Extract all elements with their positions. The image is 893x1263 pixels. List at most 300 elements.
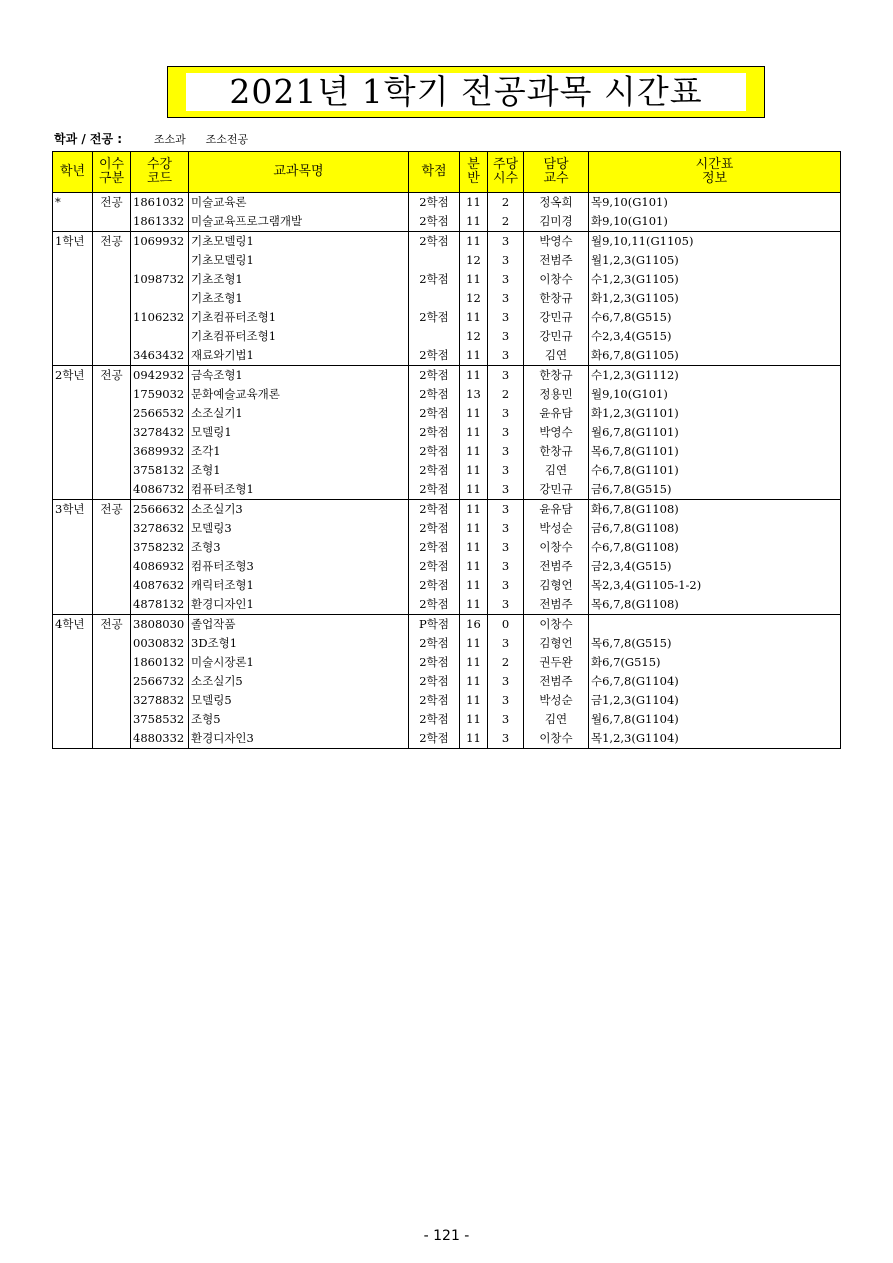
page-number: - 121 - (423, 1228, 470, 1244)
cell-section: 11 (460, 232, 488, 252)
cell-schedule: 목6,7,8(G1108) (589, 595, 841, 615)
header-hours (488, 152, 524, 193)
header-prof-line: 교수 (543, 171, 569, 186)
cell-prof: 이창수 (524, 270, 589, 289)
cell-code: 4086732 (131, 480, 189, 500)
cell-prof: 김연 (524, 710, 589, 729)
cell-code: 3278632 (131, 519, 189, 538)
header-code-line: 코드 (146, 171, 173, 186)
cell-name: 모델링1 (189, 423, 409, 442)
header-hours-line: 주당 (492, 157, 519, 172)
cell-type: 전공 (93, 500, 131, 520)
cell-type (93, 480, 131, 500)
cell-hours: 3 (488, 691, 524, 710)
cell-name: 미술교육프로그램개발 (189, 212, 409, 232)
header-hours-line: 시수 (492, 171, 519, 186)
cell-code: 1106232 (131, 308, 189, 327)
cell-schedule: 월6,7,8(G1101) (589, 423, 841, 442)
cell-section: 11 (460, 557, 488, 576)
header-year (53, 152, 93, 193)
table-row (53, 308, 841, 327)
cell-code: 3278432 (131, 423, 189, 442)
cell-type (93, 672, 131, 691)
timetable (52, 151, 841, 749)
cell-credit: 2학점 (409, 576, 460, 595)
cell-prof: 박영수 (524, 232, 589, 252)
cell-credit: 2학점 (409, 480, 460, 500)
cell-hours: 3 (488, 729, 524, 749)
cell-type: 전공 (93, 193, 131, 213)
cell-type (93, 404, 131, 423)
cell-code: 4878132 (131, 595, 189, 615)
cell-year (53, 480, 93, 500)
cell-code: 2566732 (131, 672, 189, 691)
cell-credit: P학점 (409, 615, 460, 635)
cell-section: 11 (460, 710, 488, 729)
cell-schedule: 금2,3,4(G515) (589, 557, 841, 576)
cell-prof: 박영수 (524, 423, 589, 442)
cell-section: 11 (460, 308, 488, 327)
cell-code: 3758232 (131, 538, 189, 557)
cell-prof: 김형언 (524, 634, 589, 653)
header-name-line: 교과목명 (273, 164, 324, 179)
header-credit (409, 152, 460, 193)
cell-year: 1학년 (53, 232, 93, 252)
cell-type (93, 327, 131, 346)
cell-schedule: 수1,2,3(G1112) (589, 366, 841, 386)
cell-prof: 강민규 (524, 480, 589, 500)
cell-credit: 2학점 (409, 557, 460, 576)
cell-code: 4880332 (131, 729, 189, 749)
table-row (53, 404, 841, 423)
cell-hours: 3 (488, 423, 524, 442)
cell-type: 전공 (93, 366, 131, 386)
cell-hours: 2 (488, 193, 524, 213)
cell-code: 1861332 (131, 212, 189, 232)
cell-year (53, 423, 93, 442)
cell-credit: 2학점 (409, 385, 460, 404)
cell-schedule: 목9,10(G101) (589, 193, 841, 213)
cell-name: 조형3 (189, 538, 409, 557)
cell-credit (409, 251, 460, 270)
cell-name: 금속조형1 (189, 366, 409, 386)
cell-schedule: 수1,2,3(G1105) (589, 270, 841, 289)
cell-schedule: 월9,10,11(G1105) (589, 232, 841, 252)
cell-hours: 3 (488, 404, 524, 423)
cell-schedule: 수6,7,8(G1108) (589, 538, 841, 557)
cell-prof: 전범주 (524, 595, 589, 615)
cell-schedule: 화1,2,3(G1105) (589, 289, 841, 308)
cell-hours: 3 (488, 270, 524, 289)
cell-code: 1069932 (131, 232, 189, 252)
table-row (53, 385, 841, 404)
cell-type (93, 729, 131, 749)
table-row (53, 519, 841, 538)
cell-code: 3758532 (131, 710, 189, 729)
cell-section: 11 (460, 538, 488, 557)
cell-credit: 2학점 (409, 423, 460, 442)
cell-hours: 3 (488, 538, 524, 557)
cell-code (131, 251, 189, 270)
cell-code: 4086932 (131, 557, 189, 576)
cell-schedule: 수2,3,4(G515) (589, 327, 841, 346)
cell-type (93, 538, 131, 557)
cell-hours: 3 (488, 634, 524, 653)
cell-section: 11 (460, 480, 488, 500)
cell-hours: 3 (488, 366, 524, 386)
cell-schedule: 화1,2,3(G1101) (589, 404, 841, 423)
cell-hours: 2 (488, 212, 524, 232)
cell-code: 3689932 (131, 442, 189, 461)
cell-year (53, 461, 93, 480)
cell-credit: 2학점 (409, 193, 460, 213)
cell-section: 13 (460, 385, 488, 404)
cell-type (93, 270, 131, 289)
table-row (53, 634, 841, 653)
table-row (53, 653, 841, 672)
header-schedule-line: 시간표 (695, 157, 734, 172)
cell-name: 기초모델링1 (189, 232, 409, 252)
cell-year (53, 346, 93, 366)
cell-year (53, 710, 93, 729)
cell-name: 소조실기1 (189, 404, 409, 423)
table-row (53, 232, 841, 252)
cell-type (93, 519, 131, 538)
cell-year (53, 404, 93, 423)
table-row (53, 557, 841, 576)
department-label: 학과 / 전공 : (54, 132, 123, 146)
cell-hours: 2 (488, 385, 524, 404)
cell-code: 3278832 (131, 691, 189, 710)
cell-prof: 한창규 (524, 366, 589, 386)
cell-section: 11 (460, 729, 488, 749)
header-year-line: 학년 (59, 164, 86, 179)
cell-type (93, 557, 131, 576)
cell-credit: 2학점 (409, 346, 460, 366)
cell-name: 기초조형1 (189, 289, 409, 308)
department-value: 조소과 (153, 133, 186, 146)
cell-year (53, 308, 93, 327)
cell-schedule: 월1,2,3(G1105) (589, 251, 841, 270)
cell-hours: 3 (488, 308, 524, 327)
cell-code: 0030832 (131, 634, 189, 653)
cell-credit: 2학점 (409, 404, 460, 423)
cell-prof: 강민규 (524, 327, 589, 346)
cell-credit: 2학점 (409, 308, 460, 327)
cell-prof: 박성순 (524, 691, 589, 710)
cell-name: 모델링5 (189, 691, 409, 710)
cell-hours: 3 (488, 500, 524, 520)
cell-credit: 2학점 (409, 729, 460, 749)
cell-credit: 2학점 (409, 232, 460, 252)
cell-credit: 2학점 (409, 212, 460, 232)
cell-section: 11 (460, 519, 488, 538)
cell-section: 11 (460, 346, 488, 366)
cell-name: 문화예술교육개론 (189, 385, 409, 404)
cell-schedule: 금6,7,8(G1108) (589, 519, 841, 538)
major-value: 조소전공 (205, 133, 249, 146)
cell-credit: 2학점 (409, 519, 460, 538)
cell-name: 소조실기3 (189, 500, 409, 520)
cell-type (93, 634, 131, 653)
cell-prof: 김연 (524, 346, 589, 366)
table-row (53, 710, 841, 729)
cell-prof: 윤유담 (524, 404, 589, 423)
cell-name: 기초조형1 (189, 270, 409, 289)
cell-code: 1098732 (131, 270, 189, 289)
header-code (131, 152, 189, 193)
header-credit-line: 학점 (421, 164, 447, 179)
cell-name: 졸업작품 (189, 615, 409, 635)
cell-schedule: 수6,7,8(G1104) (589, 672, 841, 691)
cell-type (93, 251, 131, 270)
cell-schedule: 금1,2,3(G1104) (589, 691, 841, 710)
cell-type: 전공 (93, 615, 131, 635)
cell-name: 조형1 (189, 461, 409, 480)
table-row (53, 270, 841, 289)
cell-type: 전공 (93, 232, 131, 252)
cell-section: 12 (460, 327, 488, 346)
cell-prof: 권두완 (524, 653, 589, 672)
header-section (460, 152, 488, 193)
table-row (53, 672, 841, 691)
cell-prof: 김형언 (524, 576, 589, 595)
table-row (53, 327, 841, 346)
cell-schedule: 화6,7,8(G1108) (589, 500, 841, 520)
cell-prof: 박성순 (524, 519, 589, 538)
cell-year (53, 653, 93, 672)
header-type-line: 이수 (98, 157, 125, 172)
header-type (93, 152, 131, 193)
cell-hours: 3 (488, 289, 524, 308)
cell-type (93, 289, 131, 308)
cell-year (53, 538, 93, 557)
cell-year (53, 672, 93, 691)
cell-hours: 2 (488, 653, 524, 672)
cell-schedule: 월9,10(G101) (589, 385, 841, 404)
cell-hours: 3 (488, 576, 524, 595)
cell-section: 11 (460, 461, 488, 480)
cell-type (93, 461, 131, 480)
cell-prof: 정옥희 (524, 193, 589, 213)
cell-section: 11 (460, 500, 488, 520)
cell-code: 3463432 (131, 346, 189, 366)
header-prof-line: 담당 (543, 157, 569, 172)
cell-section: 11 (460, 212, 488, 232)
table-row (53, 193, 841, 213)
cell-hours: 3 (488, 442, 524, 461)
department-line (54, 130, 248, 147)
cell-prof: 김미경 (524, 212, 589, 232)
cell-prof: 이창수 (524, 615, 589, 635)
cell-section: 11 (460, 366, 488, 386)
cell-schedule: 월6,7,8(G1104) (589, 710, 841, 729)
cell-code: 3758132 (131, 461, 189, 480)
title-box (167, 66, 765, 118)
header-schedule-line: 정보 (701, 171, 728, 186)
table-row (53, 366, 841, 386)
cell-schedule: 화6,7,8(G1105) (589, 346, 841, 366)
header-row (53, 152, 841, 193)
cell-section: 11 (460, 576, 488, 595)
cell-code: 1860132 (131, 653, 189, 672)
cell-name: 3D조형1 (189, 634, 409, 653)
cell-year: * (53, 193, 93, 213)
cell-schedule: 수6,7,8(G1101) (589, 461, 841, 480)
cell-section: 11 (460, 423, 488, 442)
cell-section: 11 (460, 653, 488, 672)
cell-year (53, 212, 93, 232)
cell-type (93, 710, 131, 729)
cell-credit: 2학점 (409, 691, 460, 710)
cell-prof: 강민규 (524, 308, 589, 327)
cell-section: 11 (460, 672, 488, 691)
cell-prof: 이창수 (524, 538, 589, 557)
cell-hours: 3 (488, 232, 524, 252)
cell-schedule (589, 615, 841, 635)
cell-schedule: 목6,7,8(G1101) (589, 442, 841, 461)
cell-type (93, 385, 131, 404)
cell-hours: 3 (488, 461, 524, 480)
cell-year (53, 595, 93, 615)
header-schedule (589, 152, 841, 193)
table-row (53, 595, 841, 615)
cell-section: 11 (460, 270, 488, 289)
cell-prof: 한창규 (524, 442, 589, 461)
cell-type (93, 212, 131, 232)
cell-year (53, 691, 93, 710)
cell-code: 4087632 (131, 576, 189, 595)
cell-credit: 2학점 (409, 634, 460, 653)
cell-hours: 3 (488, 710, 524, 729)
table-row (53, 289, 841, 308)
cell-type (93, 346, 131, 366)
cell-type (93, 308, 131, 327)
cell-type (93, 595, 131, 615)
cell-credit (409, 327, 460, 346)
cell-schedule: 수6,7,8(G515) (589, 308, 841, 327)
cell-name: 기초모델링1 (189, 251, 409, 270)
cell-code: 3808030 (131, 615, 189, 635)
header-code-line: 수강 (146, 157, 173, 172)
cell-hours: 3 (488, 251, 524, 270)
page-title: 2021년 1학기 전공과목 시간표 (186, 73, 746, 111)
cell-hours: 3 (488, 346, 524, 366)
cell-prof: 윤유담 (524, 500, 589, 520)
cell-section: 12 (460, 251, 488, 270)
cell-schedule: 목6,7,8(G515) (589, 634, 841, 653)
cell-prof: 전범주 (524, 251, 589, 270)
cell-name: 컴퓨터조형3 (189, 557, 409, 576)
cell-name: 재료와기법1 (189, 346, 409, 366)
cell-name: 조형5 (189, 710, 409, 729)
cell-year: 4학년 (53, 615, 93, 635)
cell-year (53, 270, 93, 289)
cell-credit: 2학점 (409, 270, 460, 289)
cell-credit: 2학점 (409, 710, 460, 729)
cell-hours: 3 (488, 480, 524, 500)
cell-name: 미술시장론1 (189, 653, 409, 672)
cell-section: 16 (460, 615, 488, 635)
cell-prof: 전범주 (524, 557, 589, 576)
header-section-line: 반 (467, 171, 480, 186)
cell-credit: 2학점 (409, 672, 460, 691)
table-row (53, 576, 841, 595)
cell-credit: 2학점 (409, 595, 460, 615)
cell-name: 조각1 (189, 442, 409, 461)
cell-type (93, 691, 131, 710)
cell-year (53, 519, 93, 538)
cell-prof: 김연 (524, 461, 589, 480)
cell-name: 소조실기5 (189, 672, 409, 691)
cell-year (53, 557, 93, 576)
cell-name: 환경디자인3 (189, 729, 409, 749)
table-row (53, 729, 841, 749)
cell-prof: 전범주 (524, 672, 589, 691)
cell-credit: 2학점 (409, 461, 460, 480)
cell-name: 기초컴퓨터조형1 (189, 327, 409, 346)
cell-hours: 3 (488, 327, 524, 346)
cell-code: 2566532 (131, 404, 189, 423)
cell-schedule: 화9,10(G101) (589, 212, 841, 232)
cell-prof: 한창규 (524, 289, 589, 308)
table-row (53, 538, 841, 557)
cell-year (53, 729, 93, 749)
cell-credit (409, 289, 460, 308)
cell-year: 2학년 (53, 366, 93, 386)
header-section-line: 분 (467, 157, 480, 172)
cell-name: 기초컴퓨터조형1 (189, 308, 409, 327)
cell-hours: 0 (488, 615, 524, 635)
cell-type (93, 442, 131, 461)
cell-schedule: 목2,3,4(G1105-1-2) (589, 576, 841, 595)
table-row (53, 346, 841, 366)
header-name (189, 152, 409, 193)
cell-hours: 3 (488, 519, 524, 538)
cell-hours: 3 (488, 672, 524, 691)
cell-section: 11 (460, 691, 488, 710)
cell-year (53, 327, 93, 346)
cell-name: 모델링3 (189, 519, 409, 538)
cell-year (53, 385, 93, 404)
cell-section: 11 (460, 193, 488, 213)
table-row (53, 423, 841, 442)
cell-code: 2566632 (131, 500, 189, 520)
cell-credit: 2학점 (409, 366, 460, 386)
cell-year: 3학년 (53, 500, 93, 520)
header-prof (524, 152, 589, 193)
cell-type (93, 576, 131, 595)
cell-prof: 이창수 (524, 729, 589, 749)
timetable-body (53, 193, 841, 749)
cell-section: 11 (460, 634, 488, 653)
cell-code (131, 289, 189, 308)
cell-section: 11 (460, 595, 488, 615)
cell-year (53, 251, 93, 270)
cell-schedule: 화6,7(G515) (589, 653, 841, 672)
cell-type (93, 423, 131, 442)
cell-name: 캐릭터조형1 (189, 576, 409, 595)
table-row (53, 461, 841, 480)
table-row (53, 691, 841, 710)
cell-year (53, 576, 93, 595)
cell-credit: 2학점 (409, 500, 460, 520)
table-row (53, 442, 841, 461)
table-row (53, 615, 841, 635)
cell-name: 미술교육론 (189, 193, 409, 213)
cell-credit: 2학점 (409, 442, 460, 461)
cell-schedule: 목1,2,3(G1104) (589, 729, 841, 749)
